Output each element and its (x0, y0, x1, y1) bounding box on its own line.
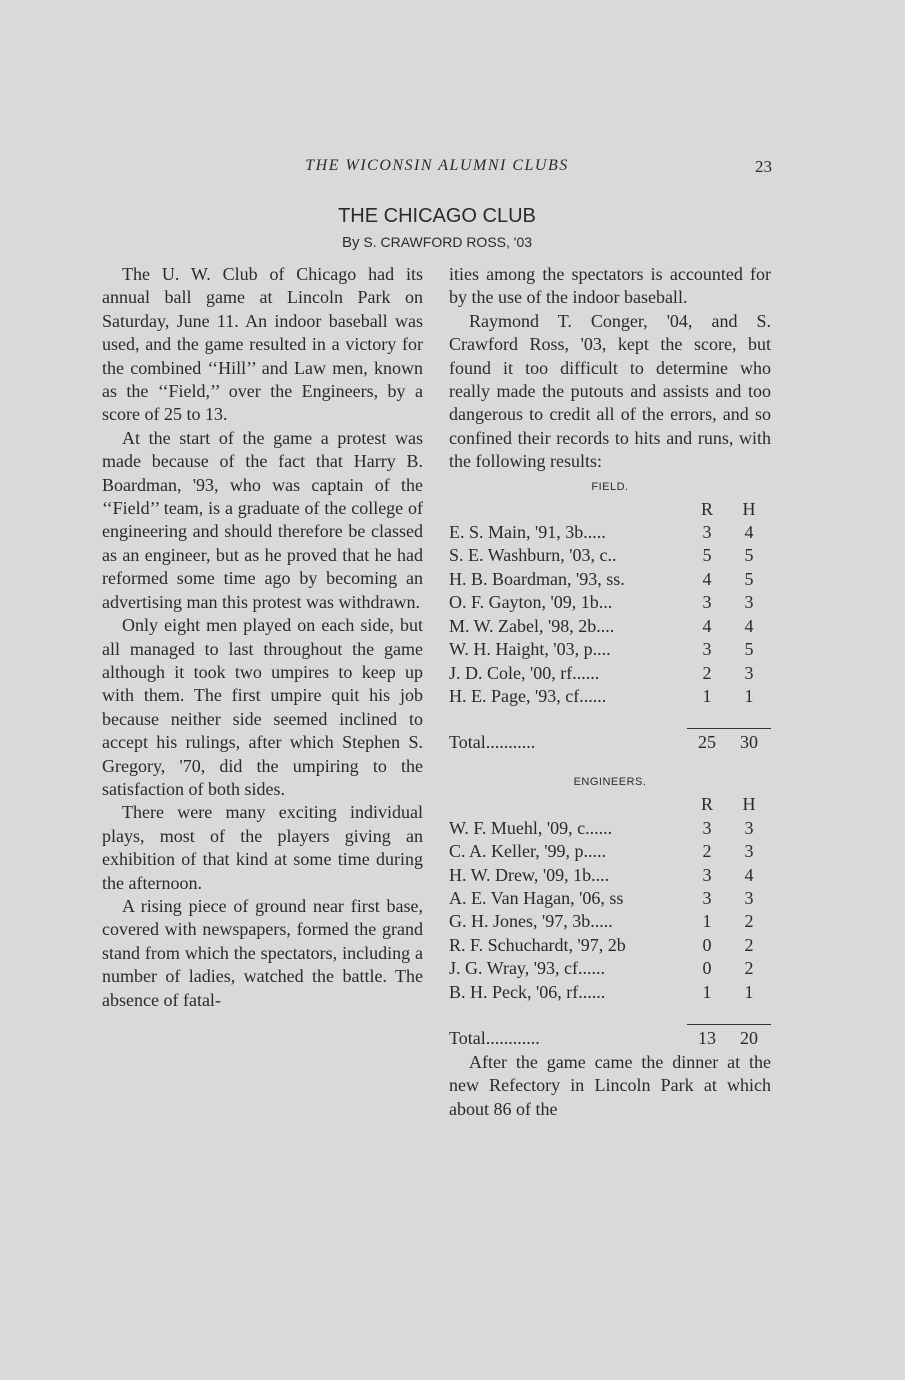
paragraph: Raymond T. Conger, '04, and S. Crawford Ross, '03, kept the score, but found it too difficult to determine who really made the putouts and assists and too dangerous to credit all of the errors, and so confined their records to hits and runs, with the following results: (449, 310, 771, 472)
player-name: W. H. Haight, '03, p.... (449, 639, 611, 660)
table-row (449, 840, 771, 863)
table-row (449, 591, 771, 614)
paragraph: At the start of the game a protest was made because of the fact that Harry B. Boardman, '93, who was captain of the ‘‘Field’’ team, is a graduate of the college of engineering and should therefore be classed as an engineer, but as he proved that he had reformed some time ago by becoming an advertising man this protest was withdrawn. (102, 427, 423, 612)
player-runs: 4 (702, 568, 712, 589)
player-hits: 5 (744, 639, 754, 660)
byline-author: S. CRAWFORD ROSS, '03 (363, 234, 533, 250)
player-runs: 1 (702, 911, 712, 932)
column-header-runs: R (700, 498, 713, 519)
player-runs: 1 (702, 685, 712, 706)
player-name: J. G. Wray, '93, cf...... (449, 958, 605, 979)
paragraph: There were many exciting individual plays, most of the players giving an exhibition of that kind at some time during the afternoon. (102, 802, 423, 893)
player-hits: 3 (744, 887, 754, 908)
table-row (449, 615, 771, 638)
table-row (449, 544, 771, 567)
player-hits: 3 (744, 841, 754, 862)
paragraph: Only eight men played on each side, but all managed to last throughout the game although it took two umpires to keep up with them. The first umpire quit his job because neither side seemed inclined to accept his rulings, after which Stephen S. Gregory, '70, did the umpiring to the satisfaction of both sides. (102, 615, 423, 799)
player-runs: 1 (702, 981, 712, 1002)
engineers-score-table (449, 793, 771, 1051)
article-title: THE CHICAGO CLUB (338, 205, 536, 227)
table-row (449, 817, 771, 840)
total-row (449, 729, 771, 756)
player-runs: 3 (702, 522, 712, 543)
player-runs: 0 (702, 958, 712, 979)
column-header-runs: R (700, 794, 713, 815)
player-runs: 4 (702, 615, 712, 636)
total-runs: 13 (698, 1027, 716, 1048)
player-hits: 1 (744, 685, 754, 706)
running-title: THE WICONSIN ALUMNI CLUBS (305, 157, 569, 174)
total-row (449, 1024, 771, 1051)
field-table-heading: FIELD. (591, 480, 629, 493)
player-hits: 2 (744, 958, 754, 979)
table-row (449, 957, 771, 980)
left-column (102, 263, 423, 1012)
right-column (449, 263, 771, 1121)
table-row (449, 981, 771, 1004)
table-row (449, 685, 771, 708)
player-name: W. F. Muehl, '09, c...... (449, 817, 613, 838)
table-row (449, 662, 771, 685)
player-runs: 3 (702, 817, 712, 838)
player-hits: 2 (744, 911, 754, 932)
paragraph: The U. W. Club of Chicago had its annual ball game at Lincoln Park on Saturday, June 11. An indoor baseball was used, and the game resulted in a victory for the combined ‘‘Hill’’ and Law men, known as the ‘‘Field,’’ over the Engineers, by a score of 25 to 13. (102, 264, 423, 425)
player-runs: 3 (702, 592, 712, 613)
total-hits: 30 (740, 732, 758, 753)
player-hits: 4 (744, 615, 754, 636)
player-name: S. E. Washburn, '03, c.. (449, 545, 617, 566)
table-header-row (449, 793, 771, 816)
engineers-table-heading: ENGINEERS. (573, 776, 647, 789)
player-runs: 3 (702, 864, 712, 885)
player-hits: 5 (744, 545, 754, 566)
running-head (102, 157, 772, 179)
paragraph: After the game came the dinner at the new Refectory in Lincoln Park at which about 86 of the (449, 1051, 771, 1119)
column-header-hits: H (742, 794, 756, 815)
player-name: R. F. Schuchardt, '97, 2b (449, 934, 626, 955)
table-row (449, 521, 771, 544)
player-runs: 2 (702, 841, 712, 862)
player-runs: 2 (702, 662, 712, 683)
total-hits: 20 (740, 1027, 758, 1048)
player-hits: 3 (744, 662, 754, 683)
player-hits: 3 (744, 817, 754, 838)
player-name: B. H. Peck, '06, rf...... (449, 981, 606, 1002)
column-header-hits: H (742, 498, 756, 519)
player-name: H. E. Page, '93, cf...... (449, 685, 607, 706)
spacer (449, 755, 771, 769)
player-name: H. W. Drew, '09, 1b.... (449, 864, 610, 885)
table-row (449, 887, 771, 910)
player-name: E. S. Main, '91, 3b..... (449, 522, 606, 543)
player-hits: 4 (744, 522, 754, 543)
total-rule (449, 1004, 771, 1025)
total-rule (449, 708, 771, 729)
total-runs: 25 (698, 732, 716, 753)
table-row (449, 864, 771, 887)
player-hits: 3 (744, 592, 754, 613)
player-runs: 0 (702, 934, 712, 955)
player-name: H. B. Boardman, '93, ss. (449, 568, 625, 589)
player-name: A. E. Van Hagan, '06, ss (449, 887, 624, 908)
total-label: Total............ (449, 1027, 540, 1048)
total-label: Total........... (449, 732, 536, 753)
paragraph-continuation: ities among the spectators is accounted for by the use of the indoor baseball. (449, 264, 771, 308)
player-name: G. H. Jones, '97, 3b..... (449, 911, 613, 932)
player-name: M. W. Zabel, '98, 2b.... (449, 615, 615, 636)
byline (102, 234, 772, 251)
page-number: 23 (755, 157, 772, 176)
table-row (449, 934, 771, 957)
field-score-table (449, 498, 771, 756)
table-row (449, 568, 771, 591)
player-name: O. F. Gayton, '09, 1b... (449, 592, 613, 613)
player-runs: 5 (702, 545, 712, 566)
player-runs: 3 (702, 887, 712, 908)
player-name: J. D. Cole, '00, rf...... (449, 662, 600, 683)
player-name: C. A. Keller, '99, p..... (449, 841, 607, 862)
table-row (449, 910, 771, 933)
player-hits: 4 (744, 864, 754, 885)
player-runs: 3 (702, 639, 712, 660)
player-hits: 5 (744, 568, 754, 589)
table-header-row (449, 498, 771, 521)
player-hits: 1 (744, 981, 754, 1002)
player-hits: 2 (744, 934, 754, 955)
byline-by: By (341, 234, 360, 251)
paragraph: A rising piece of ground near first base, covered with newspapers, formed the grand stand from which the spectators, including a number of ladies, watched the battle. The absence of fatal- (102, 895, 423, 1010)
table-row (449, 638, 771, 661)
